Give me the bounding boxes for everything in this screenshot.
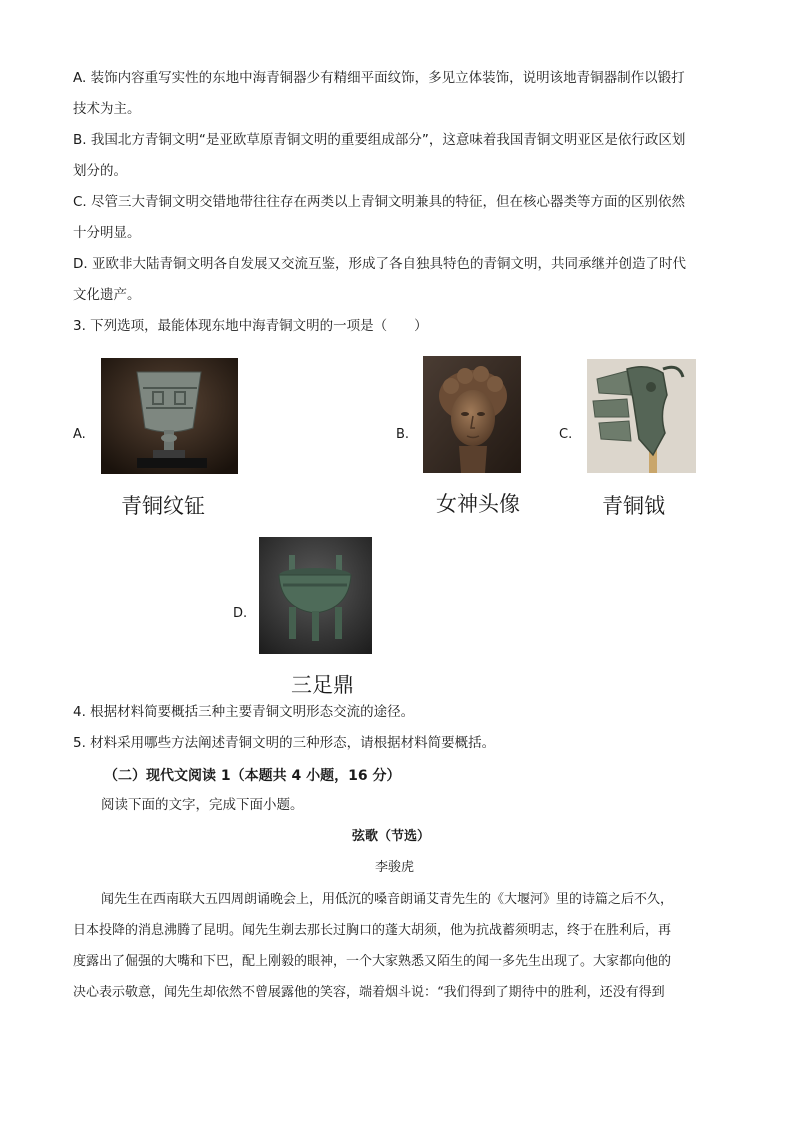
passage-author: 李骏虎: [375, 860, 415, 875]
q3-option-d-caption: 三足鼎: [291, 673, 354, 697]
q3-option-c-caption: 青铜钺: [602, 494, 665, 518]
q3-stem: 3. 下列选项，最能体现东地中海青铜文明的一项是（ ）: [73, 318, 428, 334]
q2-option-d-line1: D. 亚欧非大陆青铜文明各自发展又交流互鉴，形成了各自独具特色的青铜文明，共同承继并创造了时代: [73, 256, 686, 272]
q2-option-a-line1: A. 装饰内容重写实性的东地中海青铜器少有精细平面纹饰，多见立体装饰，说明该地青铜器制作以锻打: [73, 70, 685, 86]
goddess-head-image: [423, 356, 521, 473]
passage-title: 弦歌（节选）: [352, 829, 431, 844]
q3-option-b-letter: B.: [396, 427, 410, 442]
passage-line: 闻先生在西南联大五四周朗诵晚会上，用低沉的嗓音朗诵艾青先生的《大堰河》里的诗篇之后不久，: [101, 892, 674, 907]
q2-option-b-line1: B. 我国北方青铜文明“是亚欧草原青铜文明的重要组成部分”，这意味着我国青铜文明亚区是依行政区划: [73, 132, 686, 148]
q3-option-c-letter: C.: [559, 427, 573, 442]
bronze-yue-axe-image: [587, 359, 696, 473]
q3-option-a-caption: 青铜纹钲: [121, 494, 205, 518]
q3-option-a-letter: A.: [73, 427, 86, 442]
q2-option-b-line2: 划分的。: [73, 163, 127, 179]
q3-option-b-caption: 女神头像: [436, 492, 520, 516]
q5-text: 5. 材料采用哪些方法阐述青铜文明的三种形态，请根据材料简要概括。: [73, 735, 496, 751]
bronze-zheng-image: [101, 358, 238, 474]
q3-option-d-letter: D.: [233, 606, 248, 621]
q2-option-d-line2: 文化遗产。: [73, 287, 141, 303]
q2-option-a-line2: 技术为主。: [73, 101, 141, 117]
passage-line: 日本投降的消息沸腾了昆明。闻先生剃去那长过胸口的蓬大胡须，他为抗战蓄须明志，终于在胜利后，再: [73, 923, 672, 938]
tripod-ding-image: [259, 537, 372, 654]
section-instruction: 阅读下面的文字，完成下面小题。: [101, 797, 304, 813]
q2-option-c-line1: C. 尽管三大青铜文明交错地带往往存在两类以上青铜文明兼具的特征，但在核心器类等方面的区别依然: [73, 194, 686, 210]
section-heading: （二）现代文阅读 1（本题共 4 小题，16 分）: [104, 768, 401, 784]
passage-line: 决心表示敬意，闻先生却依然不曾展露他的笑容，端着烟斗说：“我们得到了期待中的胜利，还没有得到: [73, 985, 665, 1000]
q4-text: 4. 根据材料简要概括三种主要青铜文明形态交流的途径。: [73, 704, 415, 720]
passage-line: 度露出了倔强的大嘴和下巴，配上刚毅的眼神，一个大家熟悉又陌生的闻一多先生出现了。大家都向他的: [73, 954, 672, 969]
q2-option-c-line2: 十分明显。: [73, 225, 141, 241]
